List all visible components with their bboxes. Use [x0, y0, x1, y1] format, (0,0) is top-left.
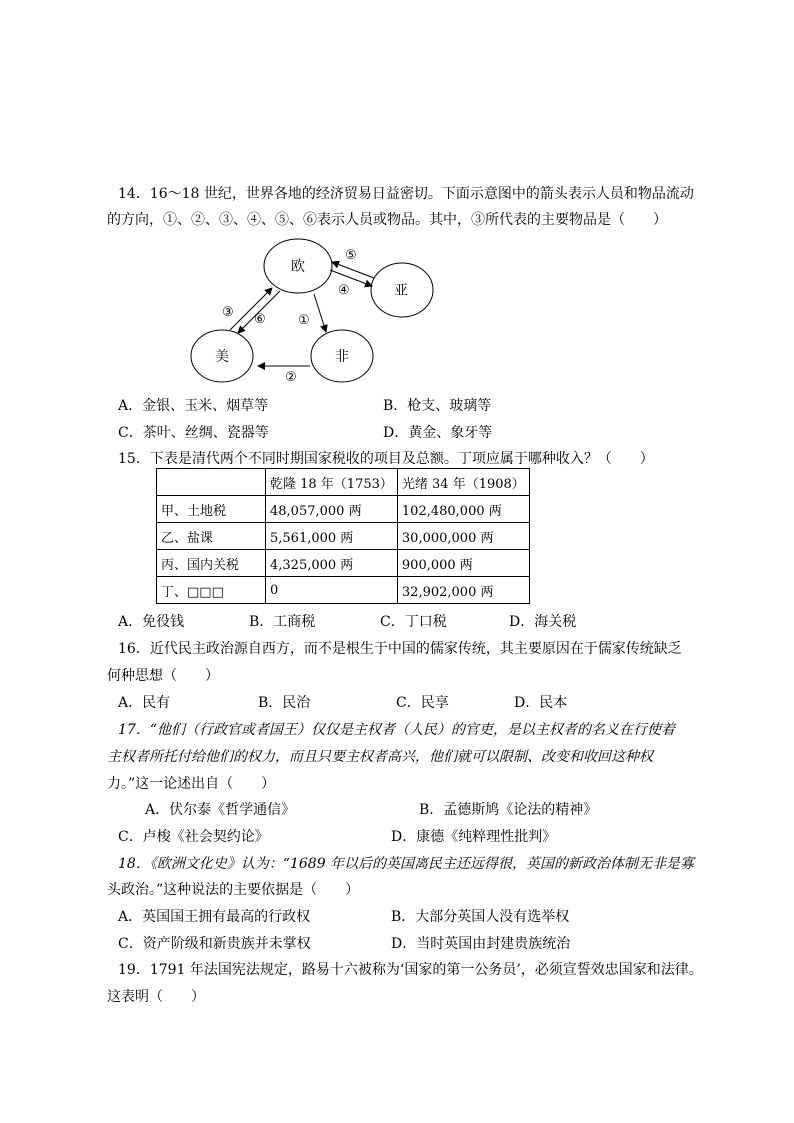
q16-option-a: A．民有: [118, 695, 171, 711]
q16-option-b: B．民治: [258, 695, 311, 711]
q15-stem: 15．下表是清代两个不同时期国家税收的项目及总额。丁项应属于哪种收入？（ ）: [118, 451, 654, 467]
label-1: ①: [298, 313, 310, 328]
q19-stem-line1: 19．1791 年法国宪法规定，路易十六被称为‘国家的第一公务员’，必须宣誓效忠国家和法律。: [118, 962, 703, 978]
table-cell: 甲、土地税: [157, 496, 266, 523]
table-cell: 丁、□□□: [157, 577, 266, 604]
q14-stem-line1: 14．16～18 世纪，世界各地的经济贸易日益密切。下面示意图中的箭头表示人员和物品流动: [118, 186, 694, 202]
table-cell: 丙、国内关税: [157, 550, 266, 577]
table-cell: 4,325,000 两: [266, 550, 398, 577]
label-2: ②: [285, 370, 297, 385]
q17-stem-line1: 17．“他们（行政官或者国王）仅仅是主权者（人民）的官吏，是以主权者的名义在行使着: [118, 722, 675, 738]
table-row: [157, 496, 530, 523]
q16-option-c: C．民享: [396, 695, 449, 711]
q16-option-d: D．民本: [514, 695, 568, 711]
q15-option-c: C．丁口税: [380, 614, 447, 630]
label-3: ③: [222, 305, 234, 320]
label-5: ⑤: [345, 248, 357, 263]
table-cell: 900,000 两: [397, 550, 529, 577]
label-6: ⑥: [254, 312, 266, 327]
q18-option-b: B．大部分英国人没有选举权: [391, 909, 570, 925]
q15-option-d: D．海关税: [509, 614, 577, 630]
asia-label: 亚: [394, 283, 408, 299]
europe-label: 欧: [291, 259, 305, 275]
q15-option-b: B．工商税: [249, 614, 316, 630]
q16-stem-line1: 16．近代民主政治源自西方，而不是根生于中国的儒家传统，其主要原因在于儒家传统缺乏: [118, 641, 682, 657]
table-cell: 32,902,000 两: [397, 577, 529, 604]
q14-option-a: A．金银、玉米、烟草等: [118, 398, 269, 414]
q17-stem-line3: 力。”这一论述出自（ ）: [107, 776, 276, 792]
q14-option-d: D．黄金、象牙等: [383, 425, 493, 441]
arrow-3-america-to-europe: [230, 288, 272, 330]
q19-stem-line2: 这表明（ ）: [107, 989, 205, 1005]
q16-stem-line2: 何种思想（ ）: [107, 668, 219, 684]
table-header-cell: [157, 469, 266, 496]
table-cell: 5,561,000 两: [266, 523, 398, 550]
q17-option-c: C．卢梭《社会契约论》: [118, 829, 269, 845]
table-cell: 48,057,000 两: [266, 496, 398, 523]
table-cell: 30,000,000 两: [397, 523, 529, 550]
table-header-cell: 乾隆 18 年（1753）: [266, 469, 398, 496]
q14-option-b: B．枪支、玻璃等: [383, 398, 492, 414]
q17-option-d: D．康德《纯粹理性批判》: [391, 829, 557, 845]
table-row: [157, 523, 530, 550]
label-4: ④: [338, 283, 350, 298]
table-cell: 102,480,000 两: [397, 496, 529, 523]
table-header-cell: 光绪 34 年（1908）: [397, 469, 529, 496]
q14-stem-line2: 的方向，①、②、③、④、⑤、⑥表示人员或物品。其中，③所代表的主要物品是（ ）: [107, 212, 667, 228]
q17-option-a: A．伏尔泰《哲学通信》: [145, 802, 296, 818]
table-cell: 乙、盐课: [157, 523, 266, 550]
table-header-row: [157, 469, 530, 496]
q18-stem-line1: 18．《欧洲文化史》认为：“1689 年以后的英国离民主还远得很，英国的新政治体制无非是寡: [118, 856, 695, 872]
america-label: 美: [215, 349, 229, 365]
q17-option-b: B．孟德斯鸠《论法的精神》: [419, 802, 598, 818]
africa-label: 非: [335, 349, 349, 365]
arrow-4-europe-to-asia: [330, 270, 372, 286]
q18-option-a: A．英国国王拥有最高的行政权: [118, 909, 311, 925]
q18-stem-line2: 头政治。”这种说法的主要依据是（ ）: [107, 882, 360, 898]
trade-flow-diagram: [180, 236, 440, 386]
q14-option-c: C．茶叶、丝绸、瓷器等: [118, 425, 269, 441]
table-row: [157, 577, 530, 604]
table-row: [157, 550, 530, 577]
q15-option-a: A．免役钱: [118, 614, 185, 630]
q18-option-c: C．资产阶级和新贵族并未掌权: [118, 936, 311, 952]
arrow-5-asia-to-europe: [332, 262, 374, 278]
arrow-1-europe-to-africa: [314, 294, 326, 332]
table-cell: 0: [266, 577, 398, 604]
tax-table: [156, 468, 530, 604]
q18-option-d: D．当时英国由封建贵族统治: [391, 936, 571, 952]
q17-stem-line2: 主权者所托付给他们的权力，而且只要主权者高兴，他们就可以限制、改变和收回这种权: [107, 749, 653, 765]
